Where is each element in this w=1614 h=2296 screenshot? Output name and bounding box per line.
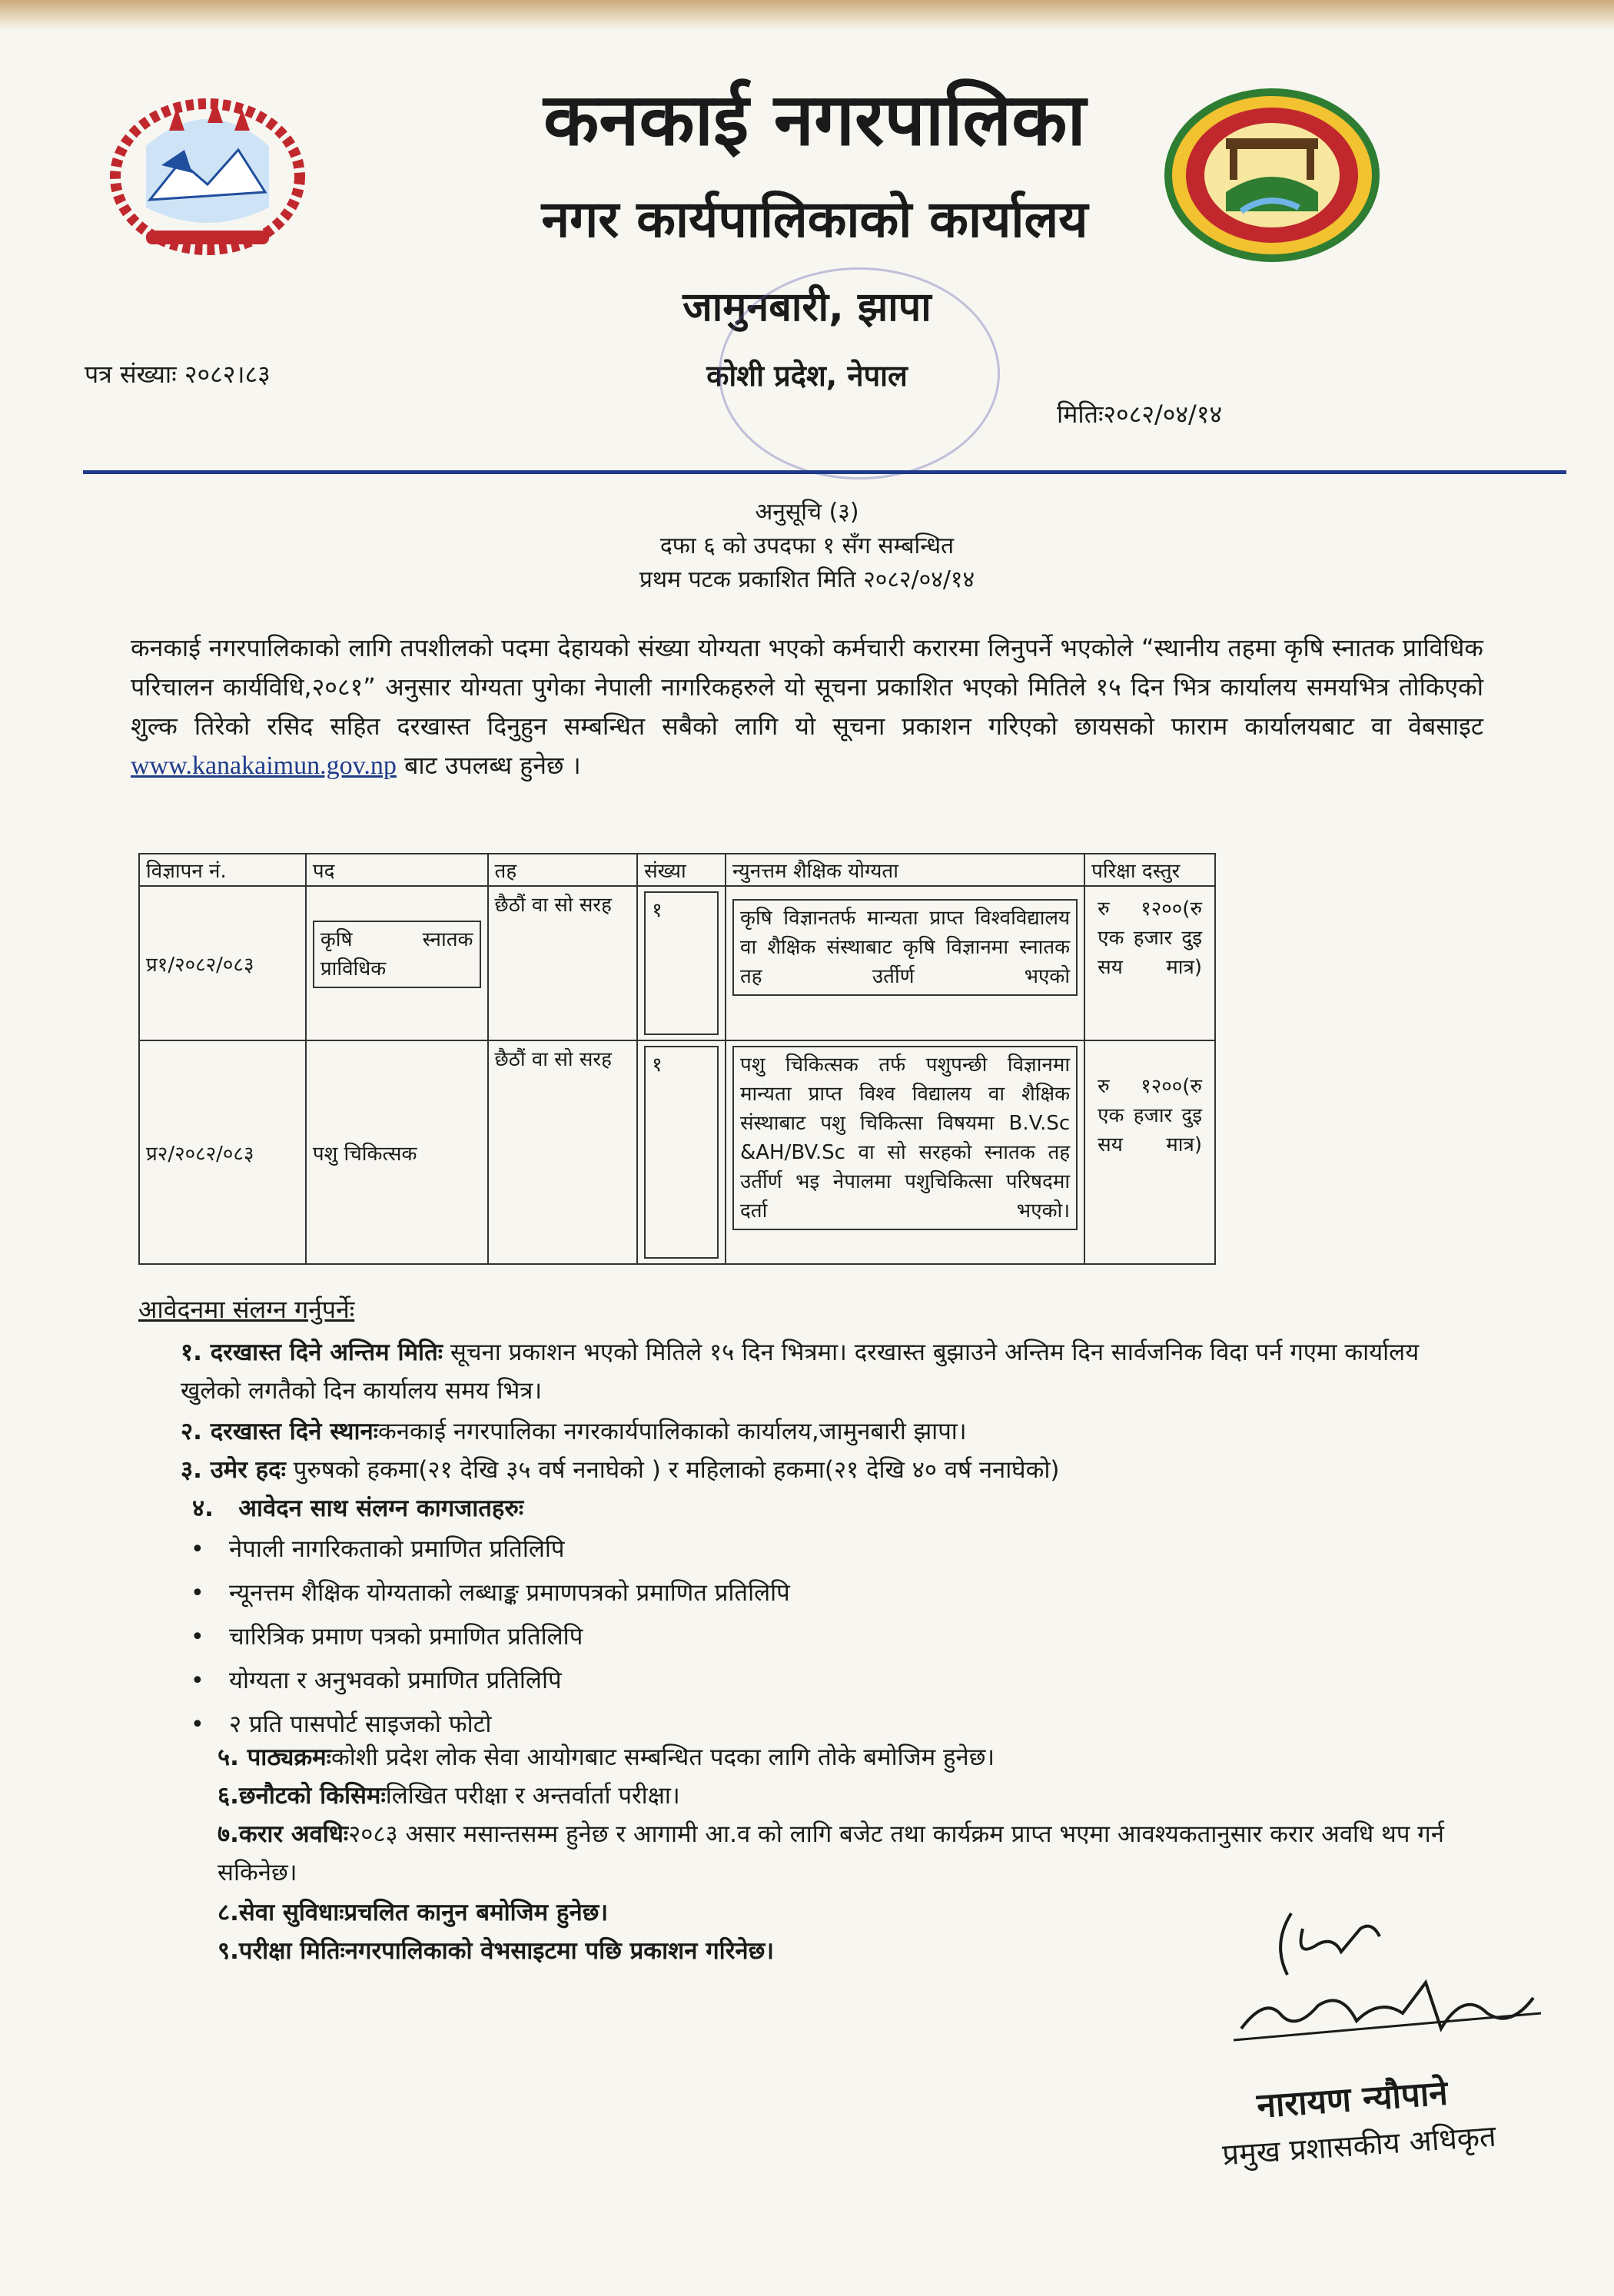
table-row xyxy=(139,886,1215,1040)
requirement-4 xyxy=(192,1489,523,1528)
col-header-count: संख्या xyxy=(637,854,726,886)
signatory-title: प्रमुख प्रशासकीय अधिकृत xyxy=(1220,2118,1497,2172)
letter-reference-number: पत्र संख्याः २०८२।८३ xyxy=(85,360,271,389)
letter-date: मितिः२०८२/०४/१४ xyxy=(1057,400,1223,429)
table-header-row xyxy=(139,854,1215,886)
requirement-label: ८.सेवा सुविधाः xyxy=(218,1899,344,1926)
schedule-title: अनुसूचि (३) xyxy=(755,499,859,526)
requirement-text: २०८३ असार मसान्तसम्म हुनेछ र आगामी आ.व को लागि बजेट तथा कार्यक्रम प्राप्त भएमा आवश्यकतानुसार करार अवधि थप गर्न सकिनेछ। xyxy=(218,1820,1444,1886)
requirements-title: आवेदनमा संलग्न गर्नुपर्नेः xyxy=(138,1295,355,1324)
requirement-7 xyxy=(218,1815,1447,1892)
count-cell xyxy=(637,886,726,1040)
requirement-text: प्रचलित कानुन बमोजिम हुनेछ। xyxy=(344,1899,609,1926)
requirement-label: २. दरखास्त दिने स्थानः xyxy=(181,1418,378,1445)
requirement-3 xyxy=(181,1451,1060,1489)
schedule-clause: दफा ६ को उपदफा १ सँग सम्बन्धित xyxy=(659,533,955,559)
level-cell xyxy=(488,1040,638,1264)
intro-text: कनकाई नगरपालिकाको लागि तपशीलको पदमा देहायको संख्या योग्यता भएको कर्मचारी करारमा लिनुपर्ने भएकोले “स्थानीय तहमा कृषि स्नातक प्राविधिक परिचालन कार्यविधि,२०८१” अनुसार योग्यता पुगेका नेपाली नागरिकहरुले यो सूचना प्रकाशित भएको मितिले १५ दिन भित्र कार्यालय समयभित्र तोकिएको शुल्क तिरेको रसिद सहित दरखास्त दिनुहुन सम्बन्धित सबैको लागि यो सूचना प्रकाशन गरिएको छायसको फाराम कार्यालयबाट वा वेबसाइट xyxy=(131,633,1483,741)
requirement-label: ५. पाठ्यक्रमः xyxy=(218,1744,331,1771)
requirement-label: ९.परीक्षा मितिः xyxy=(218,1937,345,1965)
office-location: जामुनबारी, झापा xyxy=(682,284,932,330)
intro-tail: बाट उपलब्ध हुनेछ । xyxy=(396,751,581,780)
intro-paragraph xyxy=(131,629,1483,785)
fee-text: रु १२००(रु एक हजार दुइ सय मात्र) xyxy=(1098,897,1202,979)
website-link[interactable]: www.kanakaimun.gov.np xyxy=(131,752,397,780)
requirement-label: ६.छनौटको किसिमः xyxy=(218,1782,386,1810)
vacancy-table xyxy=(138,853,1216,1265)
requirement-text: सूचना प्रकाशन भएको मितिले १५ दिन भित्रमा। दरखास्त बुझाउने अन्तिम दिन सार्वजनिक विदा पर्न गएमा कार्यालय खुलेको लगतैको दिन कार्यालय समय भित्र। xyxy=(181,1339,1420,1405)
municipality-name: कनकाई नगरपालिका xyxy=(543,78,1086,162)
list-item: • योग्यता र अनुभवको प्रमाणित प्रतिलिपि xyxy=(191,1659,790,1703)
requirement-label: ७.करार अवधिः xyxy=(218,1820,349,1848)
requirement-5 xyxy=(218,1738,995,1777)
handwritten-signature xyxy=(1218,1898,1556,2055)
requirement-2 xyxy=(181,1412,967,1451)
requirement-text: पुरुषको हकमा(२१ देखि ३५ वर्ष ननाघेको ) र महिलाको हकमा(२१ देखि ४० वर्ष ननाघेको) xyxy=(285,1456,1060,1484)
requirement-text: कनकाई नगरपालिका नगरकार्यपालिकाको कार्यालय,जामुनबारी झापा। xyxy=(377,1418,967,1445)
requirement-label: १. दरखास्त दिने अन्तिम मितिः xyxy=(181,1339,443,1366)
fee-cell xyxy=(1084,886,1215,1040)
nepal-emblem-icon xyxy=(92,77,323,272)
requirement-8 xyxy=(218,1893,608,1932)
table-row xyxy=(139,1040,1215,1264)
office-stamp xyxy=(719,267,1000,479)
list-item: • २ प्रति पासपोर्ट साइजको फोटो xyxy=(191,1703,790,1747)
qualification-text: कृषि विज्ञानतर्फ मान्यता प्राप्त विश्वविद्यालय वा शैक्षिक संस्थाबाट कृषि विज्ञानमा स्नातक तह उर्तीर्ण भएको xyxy=(732,899,1078,996)
col-header-fee: परिक्षा दस्तुर xyxy=(1084,854,1215,886)
col-header-post: पद xyxy=(306,854,488,886)
documents-list xyxy=(191,1528,790,1747)
qualification-cell xyxy=(726,886,1084,1040)
list-item: • चारित्रिक प्रमाण पत्रको प्रमाणित प्रतिलिपि xyxy=(191,1615,790,1659)
requirement-1 xyxy=(181,1333,1480,1410)
office-name: नगर कार्यपालिकाको कार्यालय xyxy=(541,190,1088,249)
schedule-heading xyxy=(461,496,1153,597)
fee-text: रु १२००(रु एक हजार दुइ सय मात्र) xyxy=(1098,1075,1202,1156)
post-cell xyxy=(306,886,488,1040)
ad-number-cell: प्र२/२०८२/०८३ xyxy=(139,1040,306,1264)
qualification-text: पशु चिकित्सक तर्फ पशुपन्छी विज्ञानमा मान्यता प्राप्त विश्व विद्यालय वा शैक्षिक संस्थाबाट पशु चिकित्सा विषयमा B.V.Sc &AH/BV.Sc वा सो सरहको स्नातक तह उर्तीर्ण भइ नेपालमा पशुचिकित्सा परिषदमा दर्ता भएको। xyxy=(732,1046,1078,1230)
list-item: • न्यूनत्तम शैक्षिक योग्यताको लब्धाङ्क प्रमाणपत्रको प्रमाणित प्रतिलिपि xyxy=(191,1571,790,1615)
level-text: छैठौं वा सो सरह xyxy=(494,1048,612,1071)
office-province: कोशी प्रदेश, नेपाल xyxy=(706,359,908,393)
col-header-level: तह xyxy=(488,854,638,886)
signatory-name: नारायण न्यौपाने xyxy=(1255,2073,1450,2126)
requirement-label: ४. आवेदन साथ संलग्न कागजातहरुः xyxy=(192,1495,524,1522)
ad-number-cell: प्र१/२०८२/०८३ xyxy=(139,886,306,1040)
requirement-6 xyxy=(218,1777,680,1815)
paper-top-edge xyxy=(0,0,1614,31)
level-cell xyxy=(488,886,638,1040)
requirement-9 xyxy=(218,1932,774,1970)
post-cell xyxy=(306,1040,488,1264)
requirement-label: ३. उमेर हदः xyxy=(181,1456,286,1484)
count-text: १ xyxy=(644,1046,719,1259)
schedule-published-date: प्रथम पटक प्रकाशित मिति २०८२/०४/१४ xyxy=(639,566,975,593)
count-text: १ xyxy=(644,891,719,1035)
list-item: • नेपाली नागरिकताको प्रमाणित प्रतिलिपि xyxy=(191,1528,790,1571)
requirement-text: लिखित परीक्षा र अन्तर्वार्ता परीक्षा। xyxy=(385,1782,680,1810)
requirement-text: नगरपालिकाको वेभसाइटमा पछि प्रकाशन गरिनेछ। xyxy=(344,1937,775,1965)
qualification-cell xyxy=(726,1040,1084,1264)
requirement-text: कोशी प्रदेश लोक सेवा आयोगबाट सम्बन्धित पदका लागि तोके बमोजिम हुनेछ। xyxy=(330,1744,995,1771)
fee-cell xyxy=(1084,1040,1215,1264)
post-name: पशु चिकित्सक xyxy=(312,1142,417,1166)
level-text: छैठौं वा सो सरह xyxy=(494,894,612,917)
col-header-ad-no: विज्ञापन नं. xyxy=(139,854,306,886)
count-cell xyxy=(637,1040,726,1264)
col-header-qualification: न्युनत्तम शैक्षिक योग्यता xyxy=(726,854,1084,886)
post-name: कृषि स्नातक प्राविधिक xyxy=(313,921,481,988)
header-divider xyxy=(83,470,1566,474)
